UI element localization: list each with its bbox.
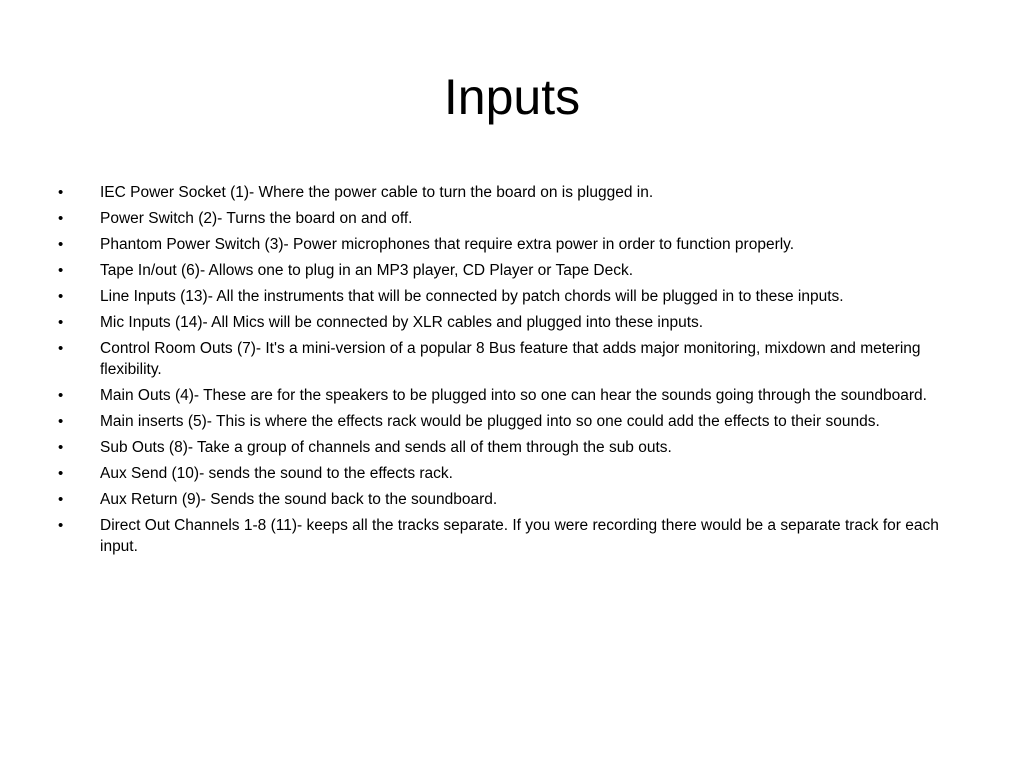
list-item-text: Main Outs (4)- These are for the speakers to be plugged into so one can hear the sounds going through the soundboard. bbox=[100, 387, 927, 404]
list-item-text: Line Inputs (13)- All the instruments that will be connected by patch chords will be plugged in to these inputs. bbox=[100, 288, 844, 305]
bullet-icon: • bbox=[58, 491, 64, 508]
bullet-icon: • bbox=[58, 387, 64, 404]
list-item-text: IEC Power Socket (1)- Where the power cable to turn the board on is plugged in. bbox=[100, 184, 654, 201]
bullet-icon: • bbox=[58, 262, 64, 279]
list-item-text: Control Room Outs (7)- It's a mini-version of a popular 8 Bus feature that adds major monitoring, mixdown and metering flexibility. bbox=[100, 340, 921, 378]
list-item-text: Main inserts (5)- This is where the effects rack would be plugged into so one could add the effects to their sounds. bbox=[100, 413, 880, 430]
bullet-icon: • bbox=[58, 465, 64, 482]
list-item-text: Mic Inputs (14)- All Mics will be connected by XLR cables and plugged into these inputs. bbox=[100, 314, 704, 331]
bullet-icon: • bbox=[58, 288, 64, 305]
bullet-icon: • bbox=[58, 236, 64, 253]
bullet-list bbox=[58, 182, 968, 562]
bullet-icon: • bbox=[58, 340, 64, 357]
list-item-text: Phantom Power Switch (3)- Power microphones that require extra power in order to function properly. bbox=[100, 236, 795, 253]
list-item bbox=[58, 208, 968, 229]
list-item-text: Aux Send (10)- sends the sound to the effects rack. bbox=[100, 465, 453, 482]
list-item-text: Tape In/out (6)- Allows one to plug in an MP3 player, CD Player or Tape Deck. bbox=[100, 262, 634, 279]
list-item-text: Power Switch (2)- Turns the board on and off. bbox=[100, 210, 413, 227]
bullet-icon: • bbox=[58, 210, 64, 227]
list-item bbox=[58, 338, 968, 380]
list-item-text: Sub Outs (8)- Take a group of channels and sends all of them through the sub outs. bbox=[100, 439, 672, 456]
list-item bbox=[58, 385, 968, 406]
list-item bbox=[58, 312, 968, 333]
bullet-icon: • bbox=[58, 439, 64, 456]
list-item bbox=[58, 286, 968, 307]
list-item bbox=[58, 411, 968, 432]
list-item bbox=[58, 463, 968, 484]
bullet-icon: • bbox=[58, 184, 64, 201]
list-item bbox=[58, 489, 968, 510]
list-item bbox=[58, 234, 968, 255]
list-item-text: Direct Out Channels 1-8 (11)- keeps all the tracks separate. If you were recording there would be a separate track for each input. bbox=[100, 517, 939, 555]
list-item bbox=[58, 182, 968, 203]
list-item-text: Aux Return (9)- Sends the sound back to the soundboard. bbox=[100, 491, 498, 508]
list-item bbox=[58, 437, 968, 458]
list-item bbox=[58, 260, 968, 281]
bullet-icon: • bbox=[58, 413, 64, 430]
slide-title: Inputs bbox=[443, 69, 581, 125]
list-item bbox=[58, 515, 968, 557]
bullet-icon: • bbox=[58, 517, 64, 534]
bullet-icon: • bbox=[58, 314, 64, 331]
